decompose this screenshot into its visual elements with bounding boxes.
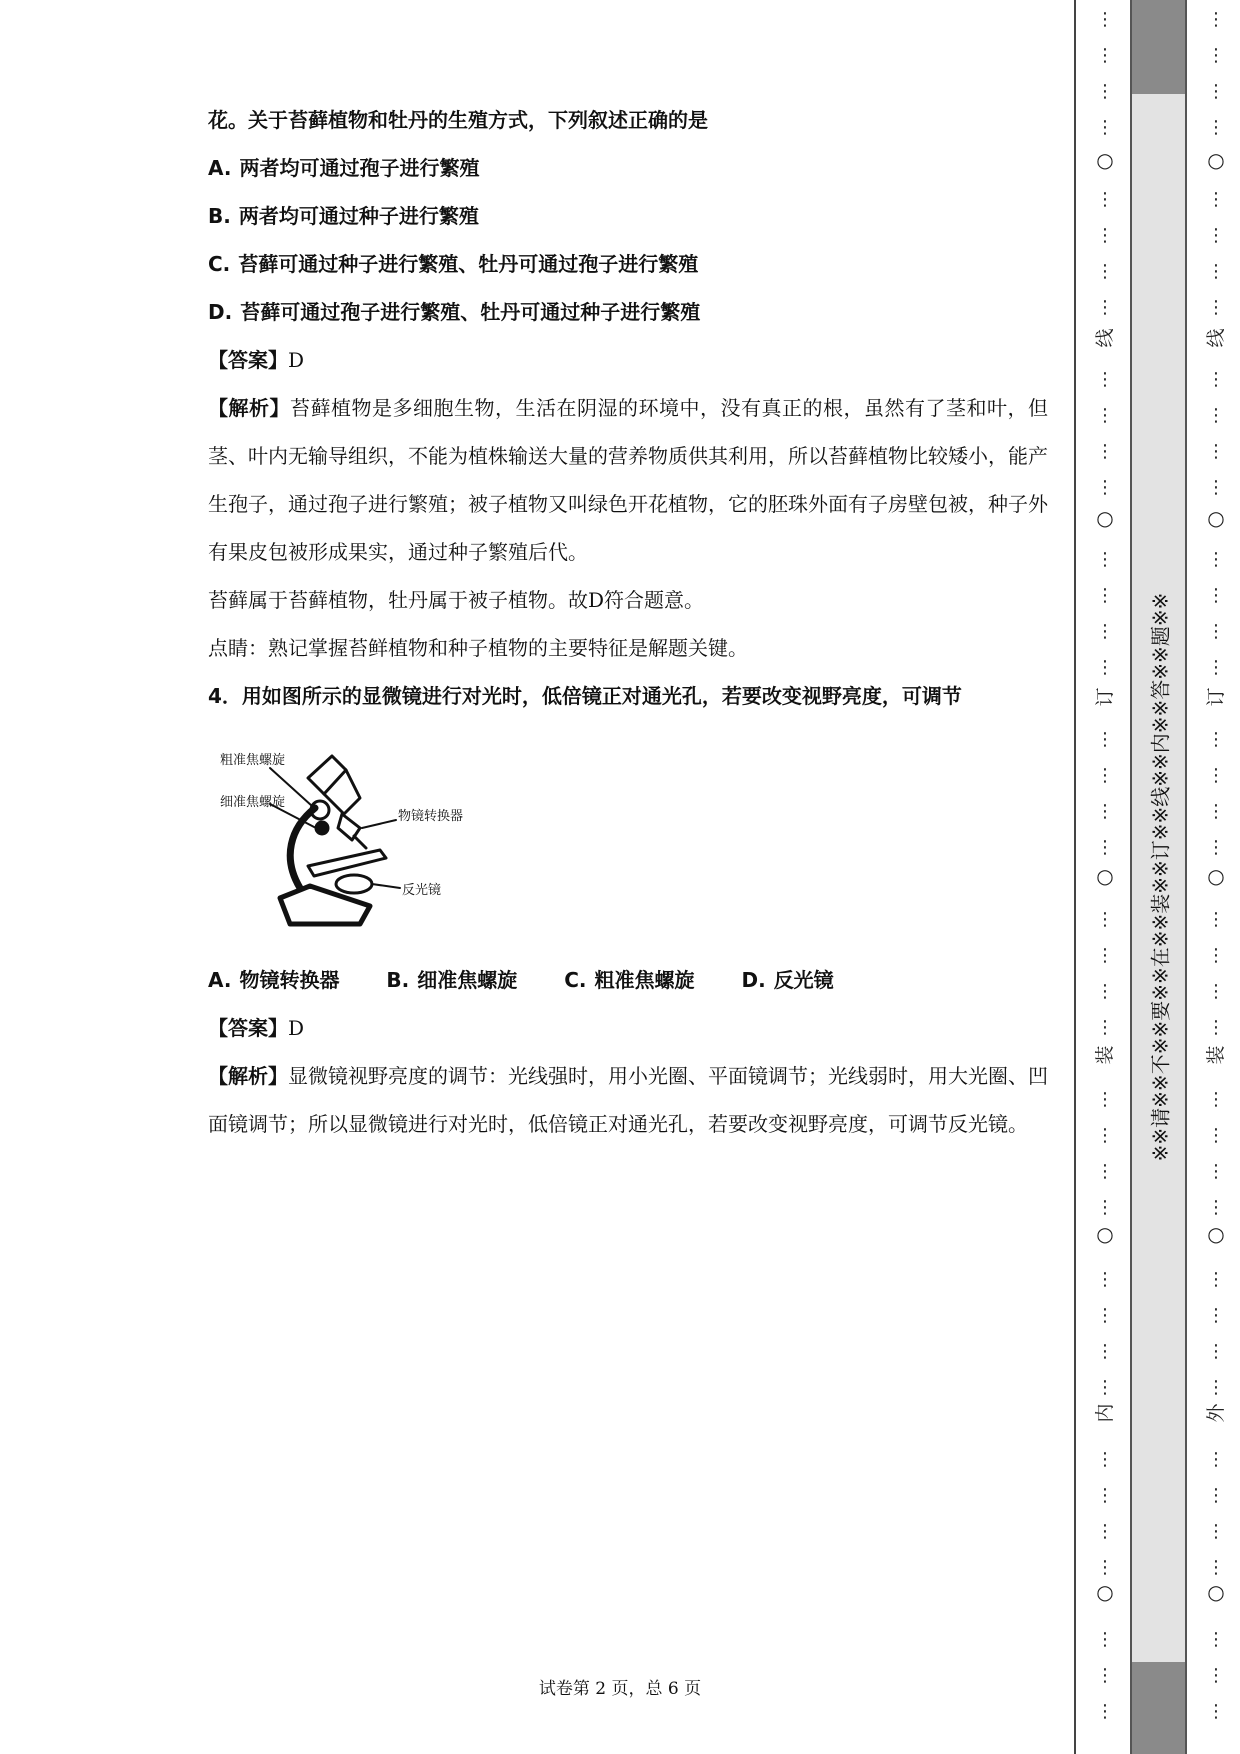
answer-heading: 【答案】: [208, 348, 288, 372]
analysis-text: 显微镜视野亮度的调节：光线强时，用小光圈、平面镜调节；光线弱时，用大光圈、凹面镜调节；所以显微镜进行对光时，低倍镜正对通光孔，若要改变视野亮度，可调节反光镜。: [208, 1064, 1048, 1136]
question-4-stem: [208, 672, 1048, 720]
binding-dots-mark: ⋮: [1096, 1125, 1114, 1146]
gutter-bottom-block: [1132, 1662, 1185, 1754]
eyepiece-tube: [308, 756, 346, 794]
binding-dots-mark: ⋮: [1207, 81, 1225, 102]
option-label: D.: [208, 300, 233, 324]
binding-dots-mark: ⋮: [1096, 981, 1114, 1002]
binding-dots-mark: ⋮: [1096, 1521, 1114, 1542]
binding-dots-mark: ⋮: [1207, 585, 1225, 606]
binding-char-mark: 内: [1094, 1403, 1116, 1423]
option-label: B.: [386, 968, 410, 992]
binding-dots-mark: ⋮: [1096, 1377, 1114, 1398]
binding-circle-mark: ○: [1207, 1580, 1225, 1604]
answer-heading: 【答案】: [208, 1016, 288, 1040]
binding-dots-mark: ⋮: [1096, 801, 1114, 822]
binding-dots-mark: ⋮: [1096, 585, 1114, 606]
analysis-text: 苔藓植物是多细胞生物，生活在阴湿的环境中，没有真正的根，虽然有了茎和叶，但茎、叶内无输导组织，不能为植株输送大量的营养物质供其利用，所以苔藓植物比较矮小，能产生孢子，通过孢子进行繁殖；被子植物又叫绿色开花植物，它的胚珠外面有子房壁包被，种子外有果皮包被形成果实，通过种子繁殖后代。: [208, 396, 1048, 564]
binding-dots-mark: ⋮: [1207, 1557, 1225, 1578]
binding-dots-mark: ⋮: [1096, 1197, 1114, 1218]
question-4-options: [208, 956, 1048, 1004]
binding-char-mark: 订: [1205, 687, 1227, 707]
binding-dots-mark: ⋮: [1096, 1161, 1114, 1182]
question-3-analysis: [208, 384, 1048, 576]
binding-dots-mark: ⋮: [1207, 1269, 1225, 1290]
inner-binding-marks: [1092, 0, 1118, 1754]
binding-dots-mark: ⋮: [1207, 1485, 1225, 1506]
nosepiece: [338, 814, 360, 840]
binding-char-mark: 线: [1094, 328, 1116, 348]
binding-dots-mark: ⋮: [1096, 1017, 1114, 1038]
binding-dots-mark: ⋮: [1207, 297, 1225, 318]
binding-dots-mark: ⋮: [1207, 657, 1225, 678]
binding-dots-mark: ⋮: [1207, 729, 1225, 750]
question-3-option-a: [208, 144, 1048, 192]
binding-dots-mark: ⋮: [1207, 9, 1225, 30]
question-number: 4．: [208, 684, 242, 708]
binding-dots-mark: ⋮: [1207, 45, 1225, 66]
binding-circle-mark: ○: [1096, 864, 1114, 888]
question-3-answer: [208, 336, 1048, 384]
binding-dots-mark: ⋮: [1207, 801, 1225, 822]
binding-dots-mark: ⋮: [1207, 1197, 1225, 1218]
question-3-stem: 花。关于苔藓植物和牡丹的生殖方式，下列叙述正确的是: [208, 108, 708, 132]
option-label: B.: [208, 204, 231, 228]
binding-circle-mark: ○: [1096, 1580, 1114, 1604]
answer-value: D: [288, 1016, 305, 1040]
answer-value: D: [288, 348, 305, 372]
binding-circle-mark: ○: [1096, 506, 1114, 530]
binding-dots-mark: ⋮: [1207, 1701, 1225, 1722]
label-converter: 物镜转换器: [398, 809, 464, 824]
binding-warning: ※※请※※不※※要※※在※※装※※订※※线※※内※※答※※题※※: [1148, 592, 1172, 1162]
question-3-conclusion: 苔藓属于苔藓植物，牡丹属于被子植物。故D符合题意。: [208, 588, 705, 612]
binding-circle-mark: ○: [1207, 1222, 1225, 1246]
binding-dots-mark: ⋮: [1096, 45, 1114, 66]
question-4-option-d: [741, 968, 833, 992]
analysis-heading: 【解析】: [208, 1064, 288, 1088]
binding-char-mark: 装: [1205, 1045, 1227, 1065]
question-3-option-d: [208, 288, 1048, 336]
binding-dots-mark: ⋮: [1096, 441, 1114, 462]
binding-char-mark: 外: [1205, 1403, 1227, 1423]
mirror: [336, 875, 372, 893]
question-text: 用如图所示的显微镜进行对光时，低倍镜正对通光孔，若要改变视野亮度，可调节: [241, 684, 962, 708]
binding-dots-mark: ⋮: [1207, 1341, 1225, 1362]
binding-line: [1074, 0, 1076, 1754]
binding-dots-mark: ⋮: [1096, 1665, 1114, 1686]
binding-dots-mark: ⋮: [1207, 1665, 1225, 1686]
binding-dots-mark: ⋮: [1096, 9, 1114, 30]
option-text: 物镜转换器: [239, 968, 340, 992]
binding-dots-mark: ⋮: [1096, 1449, 1114, 1470]
binding-dots-mark: ⋮: [1096, 369, 1114, 390]
binding-dots-mark: ⋮: [1207, 477, 1225, 498]
binding-dots-mark: ⋮: [1207, 1449, 1225, 1470]
binding-dots-mark: ⋮: [1096, 621, 1114, 642]
binding-dots-mark: ⋮: [1207, 1629, 1225, 1650]
binding-dots-mark: ⋮: [1207, 837, 1225, 858]
binding-dots-mark: ⋮: [1207, 261, 1225, 282]
binding-dots-mark: ⋮: [1207, 621, 1225, 642]
binding-dots-mark: ⋮: [1096, 729, 1114, 750]
binding-circle-mark: ○: [1096, 148, 1114, 172]
binding-dots-mark: ⋮: [1207, 1305, 1225, 1326]
outer-binding-marks: [1203, 0, 1229, 1754]
question-4-option-b: [386, 968, 517, 992]
binding-dots-mark: ⋮: [1096, 297, 1114, 318]
option-text: 反光镜: [773, 968, 834, 992]
converter-leader: [362, 820, 396, 828]
binding-dots-mark: ⋮: [1207, 1377, 1225, 1398]
analysis-heading: 【解析】: [208, 396, 290, 420]
page-footer: 试卷第 2 页，总 6 页: [538, 1679, 702, 1699]
binding-dots-mark: ⋮: [1096, 1629, 1114, 1650]
binding-char-mark: 订: [1094, 687, 1116, 707]
binding-dots-mark: ⋮: [1096, 225, 1114, 246]
binding-gutter: [1130, 0, 1187, 1754]
binding-dots-mark: ⋮: [1207, 1089, 1225, 1110]
binding-dots-mark: ⋮: [1096, 1305, 1114, 1326]
binding-dots-mark: ⋮: [1096, 1341, 1114, 1362]
binding-dots-mark: ⋮: [1096, 657, 1114, 678]
binding-dots-mark: ⋮: [1096, 81, 1114, 102]
binding-dots-mark: ⋮: [1096, 765, 1114, 786]
option-text: 苔藓可通过孢子进行繁殖、牡丹可通过种子进行繁殖: [240, 300, 701, 324]
binding-circle-mark: ○: [1207, 148, 1225, 172]
binding-dots-mark: ⋮: [1207, 189, 1225, 210]
question-4-answer: [208, 1004, 1048, 1052]
binding-dots-mark: ⋮: [1207, 117, 1225, 138]
binding-dots-mark: ⋮: [1207, 441, 1225, 462]
binding-dots-mark: ⋮: [1207, 1521, 1225, 1542]
binding-dots-mark: ⋮: [1207, 981, 1225, 1002]
binding-dots-mark: ⋮: [1096, 1485, 1114, 1506]
question-4-option-c: [564, 968, 694, 992]
option-text: 苔藓可通过种子进行繁殖、牡丹可通过孢子进行繁殖: [238, 252, 699, 276]
binding-dots-mark: ⋮: [1207, 765, 1225, 786]
question-4-solution: [208, 1004, 1048, 1148]
question-3-option-c: [208, 240, 1048, 288]
binding-dots-mark: ⋮: [1207, 1017, 1225, 1038]
binding-char-mark: 装: [1094, 1045, 1116, 1065]
question-4-option-a: [208, 968, 339, 992]
option-label: A.: [208, 156, 232, 180]
option-text: 两者均可通过种子进行繁殖: [238, 204, 479, 228]
question-3-option-b: [208, 192, 1048, 240]
objective-lens: [354, 836, 366, 848]
fine-knob: [316, 822, 328, 834]
option-label: C.: [208, 252, 231, 276]
stage: [308, 850, 386, 876]
binding-dots-mark: ⋮: [1207, 1161, 1225, 1182]
question-3-tip: 点睛：熟记掌握苔鲜植物和种子植物的主要特征是解题关键。: [208, 636, 748, 660]
binding-dots-mark: ⋮: [1096, 945, 1114, 966]
option-label: D.: [741, 968, 766, 992]
label-mirror: 反光镜: [402, 883, 442, 898]
binding-circle-mark: ○: [1207, 506, 1225, 530]
binding-dots-mark: ⋮: [1207, 945, 1225, 966]
binding-dots-mark: ⋮: [1096, 261, 1114, 282]
binding-dots-mark: ⋮: [1096, 117, 1114, 138]
binding-dots-mark: ⋮: [1096, 1557, 1114, 1578]
option-text: 细准焦螺旋: [417, 968, 518, 992]
binding-dots-mark: ⋮: [1096, 549, 1114, 570]
binding-circle-mark: ○: [1096, 1222, 1114, 1246]
binding-char-mark: 线: [1205, 328, 1227, 348]
binding-dots-mark: ⋮: [1207, 1125, 1225, 1146]
binding-dots-mark: ⋮: [1096, 909, 1114, 930]
binding-dots-mark: ⋮: [1207, 549, 1225, 570]
binding-dots-mark: ⋮: [1096, 405, 1114, 426]
binding-dots-mark: ⋮: [1207, 369, 1225, 390]
binding-dots-mark: ⋮: [1207, 405, 1225, 426]
binding-dots-mark: ⋮: [1096, 1089, 1114, 1110]
question-3-block: [208, 96, 1048, 720]
binding-dots-mark: ⋮: [1096, 1269, 1114, 1290]
binding-dots-mark: ⋮: [1096, 837, 1114, 858]
binding-dots-mark: ⋮: [1096, 1701, 1114, 1722]
option-text: 粗准焦螺旋: [594, 968, 695, 992]
binding-dots-mark: ⋮: [1207, 909, 1225, 930]
microscope-figure: [220, 748, 480, 938]
mirror-leader: [372, 884, 400, 888]
binding-dots-mark: ⋮: [1207, 225, 1225, 246]
option-label: C.: [564, 968, 587, 992]
label-fine-1: 细准焦螺旋: [220, 795, 286, 810]
binding-dots-mark: ⋮: [1096, 477, 1114, 498]
question-4-analysis: [208, 1052, 1048, 1148]
label-coarse-1: 粗准焦螺旋: [220, 753, 286, 768]
binding-circle-mark: ○: [1207, 864, 1225, 888]
gutter-top-block: [1132, 0, 1185, 94]
option-text: 两者均可通过孢子进行繁殖: [239, 156, 480, 180]
binding-dots-mark: ⋮: [1096, 189, 1114, 210]
option-label: A.: [208, 968, 232, 992]
